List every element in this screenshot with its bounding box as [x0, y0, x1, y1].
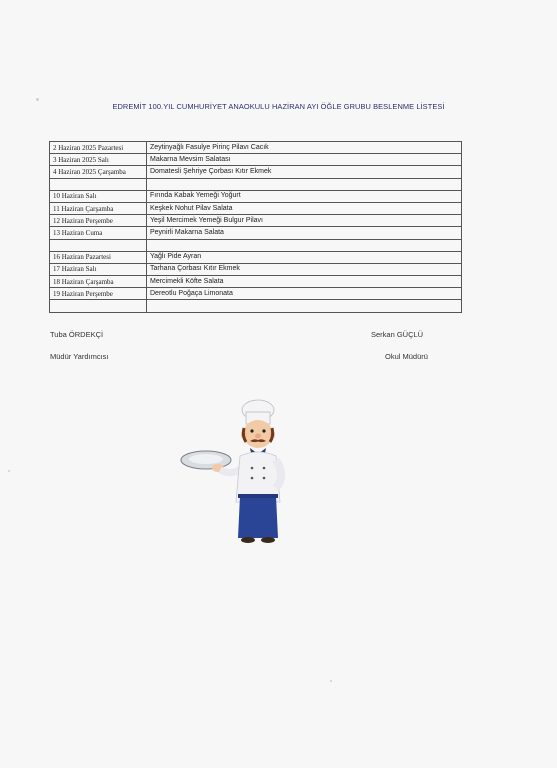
- menu-meal-cell: Zeytinyağlı Fasulye Pirinç Pilavı Cacık: [147, 142, 462, 154]
- menu-date-cell: 3 Haziran 2025 Salı: [50, 154, 147, 166]
- menu-date-cell: 12 Haziran Perşembe: [50, 215, 147, 227]
- table-row: [50, 215, 462, 227]
- menu-meal-cell: [147, 300, 462, 312]
- menu-date-cell: 11 Haziran Çarşamba: [50, 202, 147, 214]
- menu-date-cell: 13 Haziran Cuma: [50, 227, 147, 239]
- menu-date-cell: [50, 239, 147, 251]
- table-row: [50, 263, 462, 275]
- table-row: [50, 300, 462, 312]
- table-row: [50, 239, 462, 251]
- menu-date-cell: 10 Haziran Salı: [50, 190, 147, 202]
- menu-meal-cell: Keşkek Nohut Pilav Salata: [147, 202, 462, 214]
- scan-speck: [36, 98, 39, 101]
- menu-meal-cell: Yağlı Pide Ayran: [147, 251, 462, 263]
- menu-date-cell: 18 Haziran Çarşamba: [50, 276, 147, 288]
- table-row: [50, 251, 462, 263]
- scan-speck: [330, 680, 332, 682]
- chef-illustration: [180, 398, 290, 543]
- menu-meal-cell: Tarhana Çorbası Kıtır Ekmek: [147, 263, 462, 275]
- menu-meal-cell: Yeşil Mercimek Yemeği Bulgur Pilavı: [147, 215, 462, 227]
- table-row: [50, 276, 462, 288]
- table-row: [50, 142, 462, 154]
- menu-meal-cell: [147, 178, 462, 190]
- right-signature-name: Serkan GÜÇLÜ: [371, 330, 424, 339]
- menu-table: [49, 141, 462, 313]
- right-signature-role: Okul Müdürü: [385, 352, 428, 361]
- table-row: [50, 190, 462, 202]
- left-signature-name: Tuba ÖRDEKÇİ: [50, 330, 104, 339]
- table-row: [50, 166, 462, 178]
- table-row: [50, 288, 462, 300]
- menu-date-cell: 17 Haziran Salı: [50, 263, 147, 275]
- page-title: EDREMİT 100.YIL CUMHURİYET ANAOKULU HAZİRAN AYI ÖĞLE GRUBU BESLENME LİSTESİ: [112, 102, 445, 111]
- left-signature-role: Müdür Yardımcısı: [50, 352, 109, 361]
- scan-speck: [8, 470, 10, 472]
- table-row: [50, 154, 462, 166]
- table-row: [50, 178, 462, 190]
- menu-meal-cell: Peynirli Makarna Salata: [147, 227, 462, 239]
- menu-meal-cell: [147, 239, 462, 251]
- menu-date-cell: 2 Haziran 2025 Pazartesi: [50, 142, 147, 154]
- menu-date-cell: 4 Haziran 2025 Çarşamba: [50, 166, 147, 178]
- menu-meal-cell: Domatesli Şehriye Çorbası Kıtır Ekmek: [147, 166, 462, 178]
- menu-meal-cell: Mercimekli Köfte Salata: [147, 276, 462, 288]
- menu-date-cell: 16 Haziran Pazartesi: [50, 251, 147, 263]
- menu-meal-cell: Makarna Mevsim Salatası: [147, 154, 462, 166]
- table-row: [50, 202, 462, 214]
- menu-meal-cell: Dereotlu Poğaça Limonata: [147, 288, 462, 300]
- table-row: [50, 227, 462, 239]
- menu-date-cell: [50, 300, 147, 312]
- menu-meal-cell: Fırında Kabak Yemeği Yoğurt: [147, 190, 462, 202]
- menu-date-cell: [50, 178, 147, 190]
- menu-date-cell: 19 Haziran Perşembe: [50, 288, 147, 300]
